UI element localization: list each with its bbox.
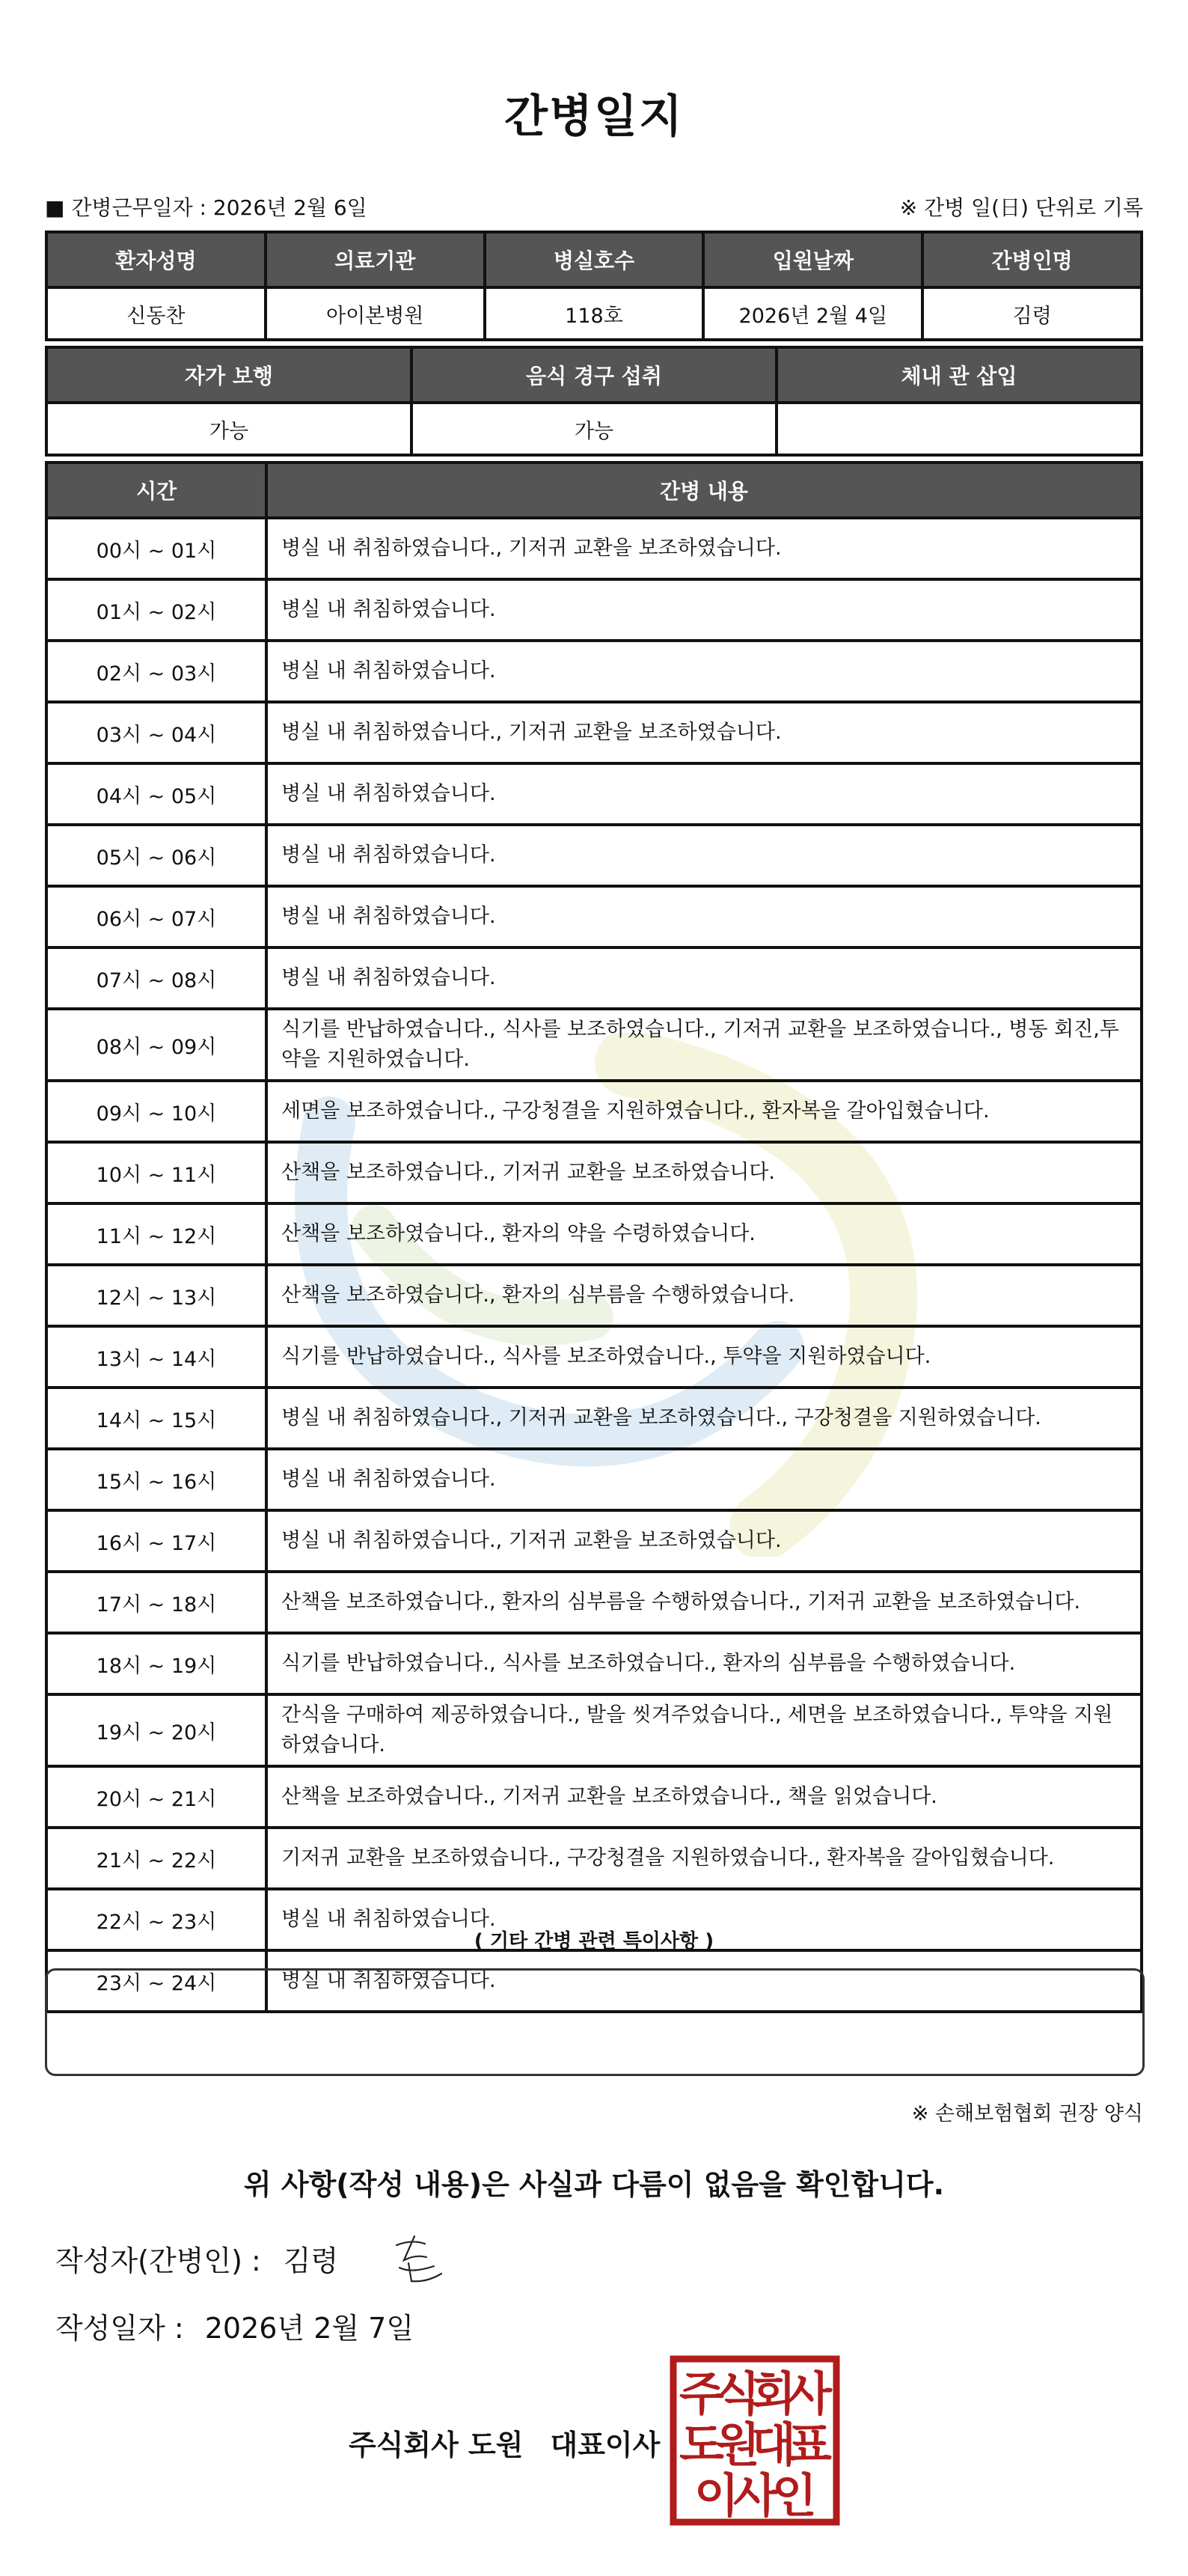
writer-label: 작성자(간병인) : [55, 2244, 261, 2277]
log-row [46, 1326, 1142, 1388]
log-time: 07시 ~ 08시 [46, 947, 266, 1009]
log-time: 20시 ~ 21시 [46, 1766, 266, 1828]
tube-insertion-value [777, 403, 1142, 455]
svg-text:도: 도 [679, 2417, 724, 2472]
log-content: 병실 내 취침하였습니다. [266, 886, 1142, 947]
log-content: 세면을 보조하였습니다., 구강청결을 지원하였습니다., 환자복을 갈아입혔습니다. [266, 1081, 1142, 1142]
log-row [46, 1510, 1142, 1572]
svg-text:이: 이 [694, 2468, 739, 2523]
log-time: 04시 ~ 05시 [46, 763, 266, 825]
svg-text:사: 사 [733, 2468, 778, 2523]
log-content: 병실 내 취침하였습니다., 기저귀 교환을 보조하였습니다., 구강청결을 지원하였습니다. [266, 1388, 1142, 1449]
status-value-row [46, 403, 1142, 455]
log-row [46, 1142, 1142, 1203]
written-date-value: 2026년 2월 7일 [204, 2312, 414, 2345]
svg-text:사: 사 [787, 2366, 832, 2421]
log-content: 병실 내 취침하였습니다., 기저귀 교환을 보조하였습니다. [266, 702, 1142, 763]
log-content: 식기를 반납하였습니다., 식사를 보조하였습니다., 투약을 지원하였습니다. [266, 1326, 1142, 1388]
log-row [46, 1694, 1142, 1766]
log-content: 병실 내 취침하였습니다., 기저귀 교환을 보조하였습니다. [266, 518, 1142, 579]
log-time: 11시 ~ 12시 [46, 1203, 266, 1265]
log-row [46, 1633, 1142, 1694]
log-content: 산책을 보조하였습니다., 환자의 심부름을 수행하였습니다. [266, 1265, 1142, 1326]
svg-text:표: 표 [787, 2417, 832, 2472]
log-content: 병실 내 취침하였습니다. [266, 825, 1142, 886]
log-row [46, 1572, 1142, 1633]
log-row [46, 518, 1142, 579]
log-time: 18시 ~ 19시 [46, 1633, 266, 1694]
log-time: 01시 ~ 02시 [46, 579, 266, 641]
log-time: 17시 ~ 18시 [46, 1572, 266, 1633]
log-row [46, 947, 1142, 1009]
log-row [46, 1009, 1142, 1081]
log-content: 병실 내 취침하였습니다., 기저귀 교환을 보조하였습니다. [266, 1510, 1142, 1572]
status-header-row [46, 347, 1142, 403]
log-content: 병실 내 취침하였습니다. [266, 1449, 1142, 1510]
log-time: 21시 ~ 22시 [46, 1828, 266, 1889]
log-time: 06시 ~ 07시 [46, 886, 266, 947]
patient-header-row [46, 232, 1142, 287]
care-log-table [45, 461, 1143, 2013]
written-date-label: 작성일자 : [55, 2312, 184, 2345]
writer-line [55, 2238, 338, 2279]
log-time: 14시 ~ 15시 [46, 1388, 266, 1449]
header-tube-insertion: 체내 관 삽입 [777, 347, 1142, 403]
patient-value-row [46, 287, 1142, 340]
oral-intake-value: 가능 [411, 403, 777, 455]
log-content: 산책을 보조하였습니다., 기저귀 교환을 보조하였습니다., 책을 읽었습니다. [266, 1766, 1142, 1828]
special-notes-box [45, 1968, 1145, 2076]
log-row [46, 1203, 1142, 1265]
log-time: 10시 ~ 11시 [46, 1142, 266, 1203]
log-time: 00시 ~ 01시 [46, 518, 266, 579]
log-time: 02시 ~ 03시 [46, 641, 266, 702]
written-date-line [55, 2305, 414, 2346]
log-content: 병실 내 취침하였습니다. [266, 1950, 1142, 2012]
page-title: 간병일지 [504, 91, 684, 143]
company-line [349, 2422, 660, 2463]
log-time: 15시 ~ 16시 [46, 1449, 266, 1510]
header-patient-name: 환자성명 [46, 232, 266, 287]
log-content: 식기를 반납하였습니다., 식사를 보조하였습니다., 환자의 심부름을 수행하였습니다. [266, 1633, 1142, 1694]
log-content: 병실 내 취침하였습니다. [266, 763, 1142, 825]
header-institution: 의료기관 [266, 232, 485, 287]
log-row [46, 702, 1142, 763]
signature-mark [382, 2229, 449, 2289]
header-oral-intake: 음식 경구 섭취 [411, 347, 777, 403]
log-content: 식기를 반납하였습니다., 식사를 보조하였습니다., 기저귀 교환을 보조하였습니다., 병동 회진,투약을 지원하였습니다. [266, 1009, 1142, 1081]
unit-note: ※ 간병 일(日) 단위로 기록 [899, 195, 1143, 220]
log-row [46, 1265, 1142, 1326]
log-row [46, 641, 1142, 702]
writer-name: 김령 [283, 2244, 339, 2277]
log-content: 산책을 보조하였습니다., 환자의 약을 수령하였습니다. [266, 1203, 1142, 1265]
admission-date: 2026년 2월 4일 [703, 287, 922, 340]
recommendation-note: ※ 손해보험협회 권장 양식 [911, 2102, 1143, 2125]
log-header-row [46, 463, 1142, 518]
caregiver-name: 김령 [922, 287, 1142, 340]
log-row [46, 1766, 1142, 1828]
log-time: 19시 ~ 20시 [46, 1694, 266, 1766]
institution: 아이본병원 [266, 287, 485, 340]
log-row [46, 1081, 1142, 1142]
log-content: 병실 내 취침하였습니다. [266, 641, 1142, 702]
log-content: 산책을 보조하였습니다., 환자의 심부름을 수행하였습니다., 기저귀 교환을 보조하였습니다. [266, 1572, 1142, 1633]
company-rep: 대표이사 [550, 2429, 661, 2461]
header-caregiver-name: 간병인명 [922, 232, 1142, 287]
log-row [46, 1388, 1142, 1449]
log-time: 16시 ~ 17시 [46, 1510, 266, 1572]
log-body [46, 518, 1142, 2012]
log-content: 산책을 보조하였습니다., 기저귀 교환을 보조하였습니다. [266, 1142, 1142, 1203]
header-self-walking: 자가 보행 [46, 347, 411, 403]
log-time: 13시 ~ 14시 [46, 1326, 266, 1388]
log-content: 간식을 구매하여 제공하였습니다., 발을 씻겨주었습니다., 세면을 보조하였습니다., 투약을 지원하였습니다. [266, 1694, 1142, 1766]
company-seal [669, 2354, 841, 2527]
log-content: 병실 내 취침하였습니다. [266, 947, 1142, 1009]
patient-info-table [45, 231, 1143, 341]
special-notes-title: ( 기타 간병 관련 특이사항 ) [474, 1930, 714, 1953]
log-row [46, 825, 1142, 886]
log-time: 05시 ~ 06시 [46, 825, 266, 886]
log-content: 병실 내 취침하였습니다. [266, 579, 1142, 641]
svg-text:식: 식 [715, 2366, 760, 2421]
log-time: 23시 ~ 24시 [46, 1950, 266, 2012]
svg-text:주: 주 [679, 2366, 724, 2421]
header-care-content: 간병 내용 [266, 463, 1142, 518]
svg-text:인: 인 [772, 2468, 817, 2523]
header-admission-date: 입원날짜 [703, 232, 922, 287]
log-time: 08시 ~ 09시 [46, 1009, 266, 1081]
patient-status-table [45, 346, 1143, 457]
confirmation-statement: 위 사항(작성 내용)은 사실과 다름이 없음을 확인합니다. [243, 2168, 945, 2201]
log-row [46, 1828, 1142, 1889]
work-date: ■ 간병근무일자 : 2026년 2월 6일 [45, 195, 367, 220]
log-content: 병실 내 취침하였습니다. [266, 1889, 1142, 1950]
log-content: 기저귀 교환을 보조하였습니다., 구강청결을 지원하였습니다., 환자복을 갈아입혔습니다. [266, 1828, 1142, 1889]
svg-text:원: 원 [715, 2417, 760, 2472]
log-time: 22시 ~ 23시 [46, 1889, 266, 1950]
header-room-number: 병실호수 [485, 232, 704, 287]
self-walking-value: 가능 [46, 403, 411, 455]
log-time: 12시 ~ 13시 [46, 1265, 266, 1326]
room-number: 118호 [485, 287, 704, 340]
header-time: 시간 [46, 463, 266, 518]
log-row [46, 886, 1142, 947]
log-time: 03시 ~ 04시 [46, 702, 266, 763]
log-time: 09시 ~ 10시 [46, 1081, 266, 1142]
svg-text:대: 대 [751, 2417, 796, 2472]
svg-text:회: 회 [751, 2366, 796, 2421]
log-row [46, 579, 1142, 641]
log-row [46, 1449, 1142, 1510]
log-row [46, 763, 1142, 825]
company-name: 주식회사 도원 [349, 2429, 524, 2461]
patient-name: 신동찬 [46, 287, 266, 340]
